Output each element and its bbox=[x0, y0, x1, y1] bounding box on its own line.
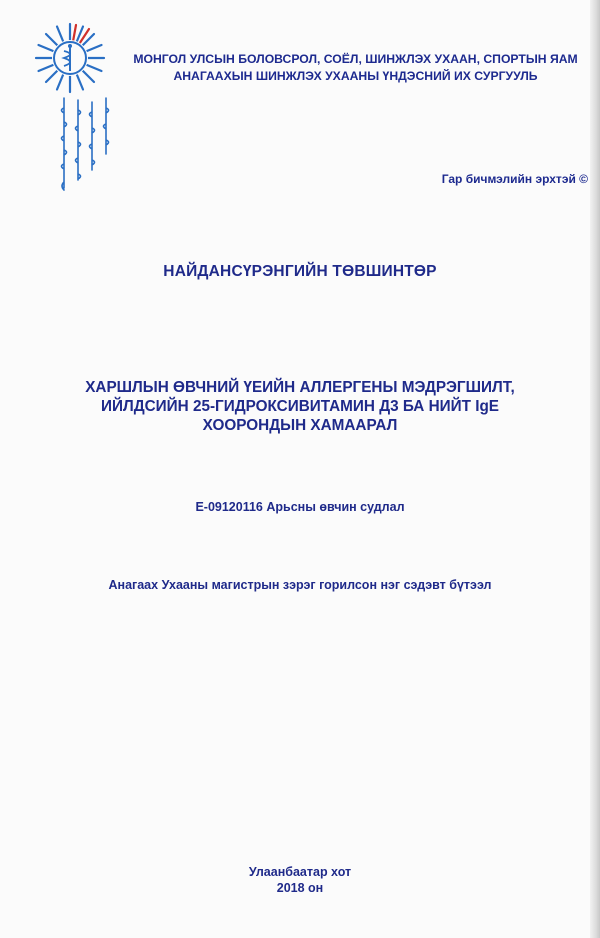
degree-statement: Анагаах Ухааны магистрын зэрэг горилсон нэг сэдэвт бүтээл bbox=[108, 578, 492, 592]
mongolian-script-icon bbox=[56, 96, 116, 196]
city: Улаанбаатар хот bbox=[248, 865, 352, 879]
institution-header bbox=[118, 51, 593, 84]
page-edge-shadow bbox=[590, 0, 600, 938]
title-line-3: ХООРОНДЫН ХАМААРАЛ bbox=[202, 417, 398, 434]
author-name: НАЙДАНСҮРЭНГИЙН ТӨВШИНТӨР bbox=[163, 263, 437, 280]
title-line-2: ИЙЛДСИЙН 25-ГИДРОКСИВИТАМИН Д3 БА НИЙТ IgE bbox=[101, 398, 499, 415]
place-and-year bbox=[0, 865, 600, 896]
university-emblem-icon bbox=[34, 22, 106, 94]
specialty-code: E-09120116 Арьсны өвчин судлал bbox=[195, 500, 405, 514]
title-line-1: ХАРШЛЫН ӨВЧНИЙ ҮЕИЙН АЛЛЕРГЕНЫ МЭДРЭГШИЛТ, bbox=[85, 379, 515, 396]
ministry-name: МОНГОЛ УЛСЫН БОЛОВСРОЛ, СОЁЛ, ШИНЖЛЭХ УХААН, СПОРТЫН ЯАМ bbox=[133, 52, 578, 66]
copyright-notice: Гар бичмэлийн эрхтэй © bbox=[441, 172, 588, 186]
university-name: АНАГААХЫН ШИНЖЛЭХ УХААНЫ ҮНДЭСНИЙ ИХ СУРГУУЛЬ bbox=[173, 68, 538, 83]
year: 2018 он bbox=[276, 880, 324, 895]
thesis-title bbox=[0, 378, 600, 435]
